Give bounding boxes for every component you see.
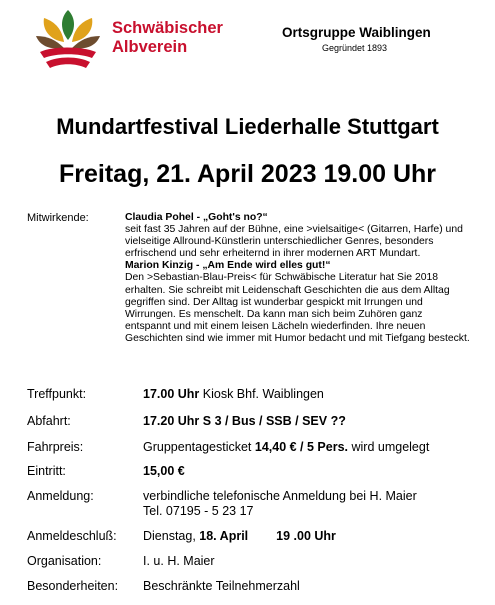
- mitwirkende-body: [125, 212, 470, 345]
- anmeldung-phone: Tel. 07195 - 5 23 17: [143, 504, 254, 518]
- org-name-line1: Schwäbischer: [112, 19, 223, 37]
- treffpunkt-label: Treffpunkt:: [27, 387, 87, 401]
- fahrpreis-value: [143, 440, 429, 455]
- besonderheiten-label: Besonderheiten:: [27, 579, 119, 593]
- anmeldeschluss-time: 19 .00 Uhr: [276, 529, 336, 543]
- anmeldung-text: verbindliche telefonische Anmeldung bei H. Maier: [143, 489, 417, 503]
- albverein-leaf-logo-icon: [30, 4, 105, 76]
- org-name-line2: Albverein: [112, 38, 188, 56]
- fahrpreis-note: wird umgelegt: [348, 440, 430, 454]
- artist2-name: Marion Kinzig - „Am Ende wird elles gut!“: [125, 260, 331, 272]
- event-title: Mundartfestival Liederhalle Stuttgart: [56, 114, 439, 139]
- treffpunkt-time: 17.00 Uhr: [143, 387, 200, 401]
- abfahrt-label: Abfahrt:: [27, 414, 71, 428]
- anmeldung-label: Anmeldung:: [27, 489, 94, 503]
- organisation-value: I. u. H. Maier: [143, 554, 215, 568]
- eintritt-value: 15,00 €: [143, 464, 185, 478]
- organisation-label: Organisation:: [27, 554, 102, 568]
- anmeldeschluss-label: Anmeldeschluß:: [27, 529, 117, 543]
- artist1-description: seit fast 35 Jahren auf der Bühne, eine >vielsaitige< (Gitarren, Harfe) und vielseitige Allround-Künstlerin unterschiedlicher Genres, besonders erfrischend und sehr erheiternd in ihrer modernen ART Mundart.: [125, 224, 463, 260]
- founded-year: Gegründet 1893: [322, 43, 388, 53]
- event-date: Freitag, 21. April 2023 19.00 Uhr: [58, 160, 437, 188]
- abfahrt-value: 17.20 Uhr S 3 / Bus / SSB / SEV ??: [143, 414, 346, 428]
- fahrpreis-label: Fahrpreis:: [27, 440, 84, 454]
- treffpunkt-place: Kiosk Bhf. Waiblingen: [199, 387, 324, 401]
- anmeldeschluss-value: [143, 529, 336, 544]
- fahrpreis-ticket: Gruppentagesticket: [143, 440, 255, 454]
- anmeldeschluss-day: Dienstag,: [143, 529, 200, 543]
- anmeldeschluss-date: 18. April: [199, 529, 249, 543]
- anmeldung-value: [143, 489, 417, 519]
- besonderheiten-value: Beschränkte Teilnehmerzahl: [143, 579, 300, 593]
- local-group: Ortsgruppe Waiblingen: [282, 25, 431, 40]
- treffpunkt-value: [143, 387, 324, 402]
- mitwirkende-label: Mitwirkende:: [27, 212, 89, 224]
- artist2-description: Den >Sebastian-Blau-Preis< für Schwäbische Literatur hat Sie 2018 erhalten. Sie schreibt mit Leidenschaft Geschichten die aus dem Alltag gegriffen sind. Der Alltag ist wunderbar gespickt mit Irrungen und Wirrungen. Es menschelt. Da kann man sich beim Zuhören ganz entspannt und mit einem leisen Lächeln wiederfinden. Ihre neuen Geschichten sind wie immer mit Humor bedacht und mit Tiefgang besteckt.: [125, 272, 470, 344]
- artist1-name: Claudia Pohel - „Goht's no?“: [125, 212, 268, 223]
- eintritt-label: Eintritt:: [27, 464, 66, 478]
- fahrpreis-price: 14,40 € / 5 Pers.: [254, 440, 349, 454]
- org-name: [112, 19, 223, 57]
